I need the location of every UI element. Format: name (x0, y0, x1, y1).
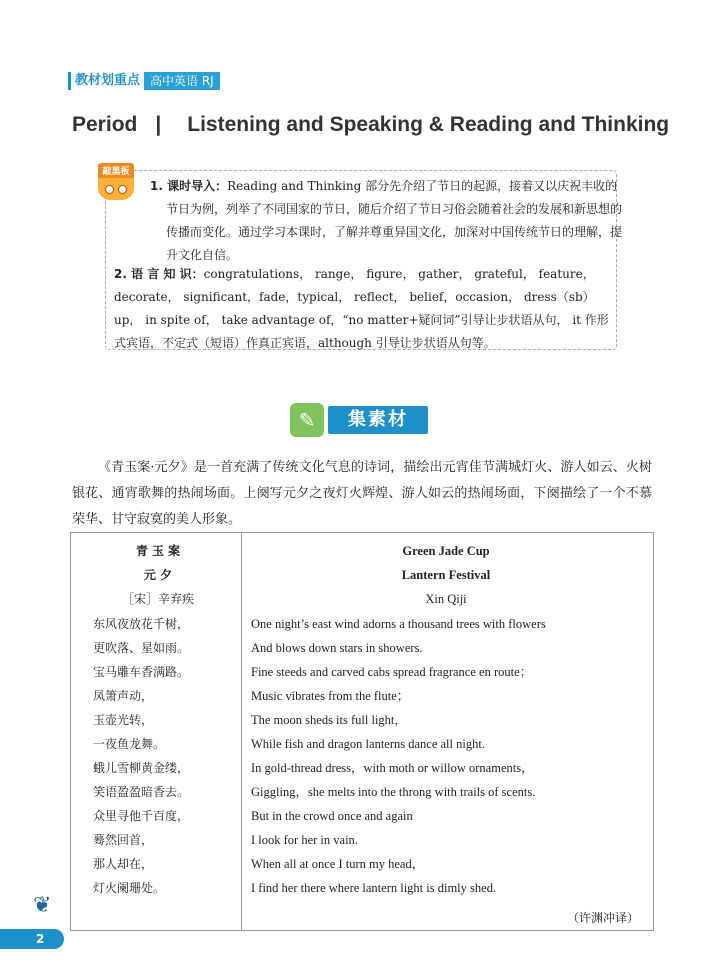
guide-item-2 (114, 263, 612, 355)
header-brand: 教材划重点 (68, 72, 144, 90)
guide-item-1-label: 1. 课时导入： (150, 179, 228, 193)
poem-cn-line: 众里寻他千百度， (93, 809, 190, 823)
poem-en-line: While fish and dragon lanterns dance all night. (251, 737, 485, 751)
poem-cn-subtitle: 元 夕 (143, 568, 173, 582)
page-number: 2 (0, 929, 64, 949)
leaf-icon: ❦ (33, 893, 52, 918)
poem-en-subtitle: Lantern Festival (401, 568, 491, 582)
guide-item-2-label: 2. 语 言 知 识： (114, 267, 204, 281)
poem-cn-author: ［宋］辛弃疾 (121, 592, 194, 606)
poem-cn-line: 宝马雕车香满路。 (93, 665, 190, 679)
guide-box (102, 167, 623, 350)
poem-en-line: Music vibrates from the flute； (251, 689, 410, 703)
title-separator: | (155, 113, 162, 136)
badge-label: 敲黑板 (98, 163, 134, 178)
poem-cn-line: 那人却在， (93, 857, 154, 871)
poem-cn-line: 玉壶光转， (93, 713, 154, 727)
poem-cn-title: 青 玉 案 (135, 544, 181, 558)
poem-en-line: When all at once I turn my head， (251, 857, 425, 871)
column-divider (241, 533, 242, 930)
notebook-icon: ✎ (290, 403, 324, 437)
guide-item-2-text: congratulations， range， figure， gather， grateful， feature， decorate， significant，fade，typical， reflect， belief，occasion， dress（sb）up， in spite of， take advantage of，“no matter+疑问词”引导让步状语从句， it 作形式宾语，不定式（短语）作真正宾语，although 引导让步状语从句等。 (114, 267, 609, 350)
poem-en-line: But in the crowd once and again (251, 809, 413, 823)
badge (98, 163, 134, 200)
poem-table (70, 532, 654, 931)
header-subtitle: 高中英语 RJ (144, 72, 220, 90)
poem-en-line: The moon sheds its full light， (251, 713, 407, 727)
poem-en-line: And blows down stars in showers. (251, 641, 423, 655)
poem-cn-line: 蛾儿雪柳黄金缕， (93, 761, 190, 775)
title-text: Listening and Speaking & Reading and Thinking (187, 113, 670, 136)
poem-cn-line: 灯火阑珊处。 (93, 881, 166, 895)
header (68, 72, 220, 90)
section-label: 集素材 (328, 406, 428, 434)
owl-icon (98, 178, 134, 200)
poem-en-line: Giggling，she melts into the throng with trails of scents. (251, 785, 536, 799)
poem-cn-line: 更吹落、星如雨。 (93, 641, 190, 655)
poem-en-line: I look for her in vain. (251, 833, 358, 847)
guide-item-1 (150, 175, 628, 267)
poem-cn-line: 笑语盈盈暗香去。 (93, 785, 190, 799)
poem-en-line: Fine steeds and carved cabs spread fragrance en route； (251, 665, 533, 679)
intro-paragraph: 《青玉案·元夕》是一首充满了传统文化气息的诗词，描绘出元宵佳节满城灯火、游人如云、火树银花、通宵歌舞的热闹场面。上阕写元夕之夜灯火辉煌、游人如云的热闹场面，下阕描绘了一个不慕荣华、甘守寂寞的美人形象。 (72, 460, 652, 527)
poem-cn-line: 东风夜放花千树， (93, 617, 190, 631)
poem-en-line: One night’s east wind adorns a thousand trees with flowers (251, 617, 546, 631)
poem-cn-line: 一夜鱼龙舞。 (93, 737, 166, 751)
poem-en-line: In gold-thread dress，with moth or willow ornaments， (251, 761, 534, 775)
poem-cn-line: 凤箫声动， (93, 689, 154, 703)
guide-item-1-text: Reading and Thinking 部分先介绍了节日的起源，接着又以庆祝丰收的节日为例，列举了不同国家的节日，随后介绍了节日习俗会随着社会的发展和新思想的传播而变化。通过学习本课时，了解并尊重异国文化，加深对中国传统节日的理解，提升文化自信。 (166, 179, 623, 262)
section-heading (290, 403, 428, 437)
poem-en-author: Xin Qiji (425, 592, 467, 606)
poem-cn-line: 蓦然回首， (93, 833, 154, 847)
title-period: Period (72, 113, 138, 136)
poem-en-title: Green Jade Cup (402, 544, 490, 558)
translator-credit: （许渊冲译） (566, 911, 639, 925)
poem-en-line: I find her there where lantern light is dimly shed. (251, 881, 497, 895)
page-title (72, 113, 672, 137)
